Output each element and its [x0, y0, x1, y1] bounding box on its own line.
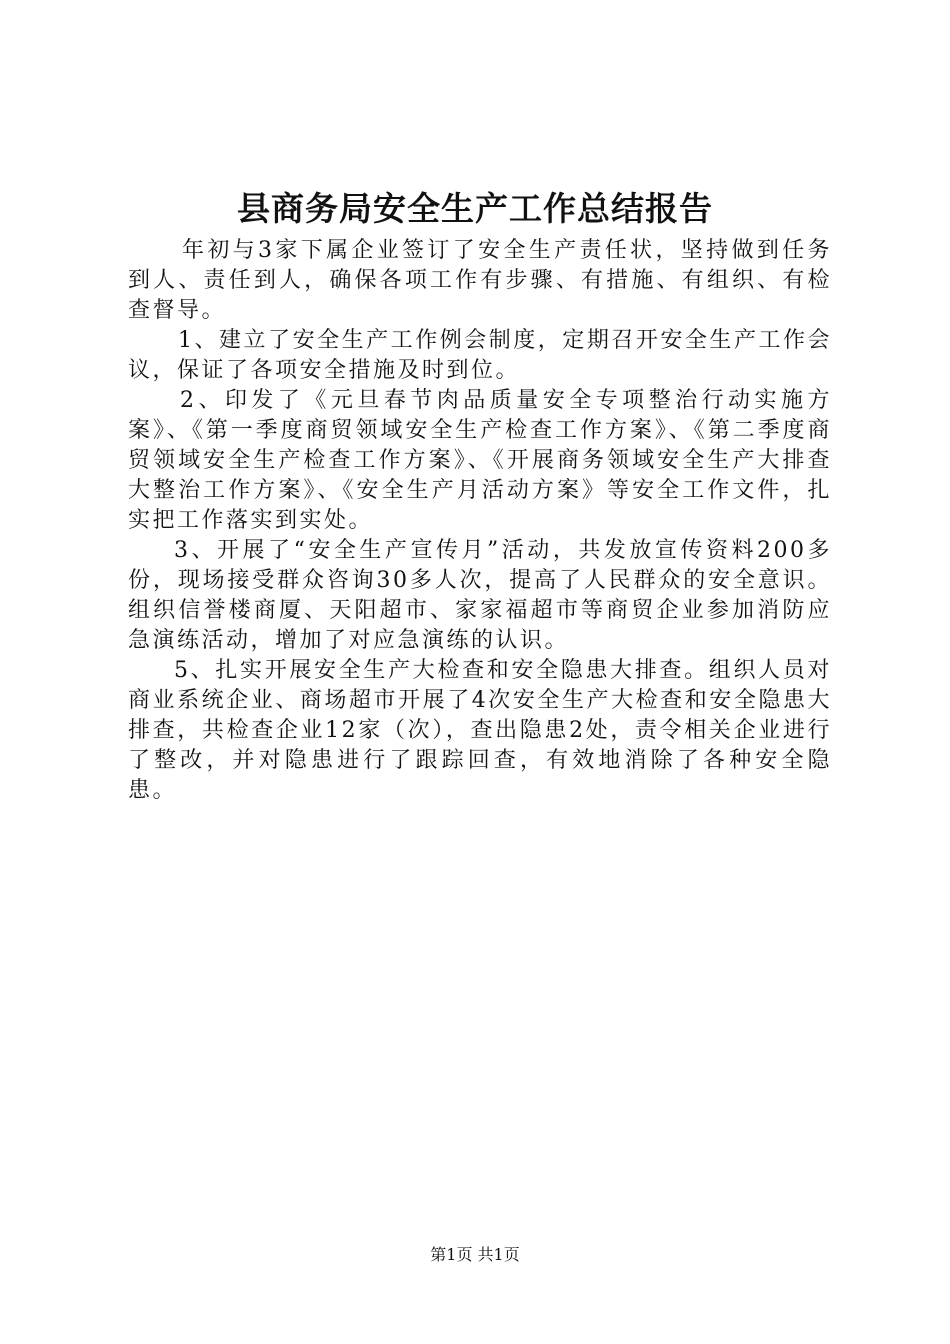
paragraph-item-5: 5、扎实开展安全生产大检查和安全隐患大排查。组织人员对商业系统企业、商场超市开展了4次安全生产大检查和安全隐患大排查，共检查企业12家（次），查出隐患2处，责令相关企业进行了整改，并对隐患进行了跟踪回查，有效地消除了各种安全隐患。 [128, 658, 832, 803]
paragraph-item-1: 1、建立了安全生产工作例会制度，定期召开安全生产工作会议，保证了各项安全措施及时到位。 [128, 328, 832, 383]
paragraph-intro: 年初与3家下属企业签订了安全生产责任状，坚持做到任务到人、责任到人，确保各项工作有步骤、有措施、有组织、有检查督导。 [128, 238, 832, 323]
document-body [128, 236, 832, 806]
paragraph-item-2: 2、印发了《元旦春节肉品质量安全专项整治行动实施方案》、《第一季度商贸领域安全生产检查工作方案》、《第二季度商贸领域安全生产检查工作方案》、《开展商务领域安全生产大排查大整治工作方案》、《安全生产月活动方案》等安全工作文件，扎实把工作落实到实处。 [128, 388, 832, 533]
paragraph-item-3: 3、开展了“安全生产宣传月”活动，共发放宣传资料200多份，现场接受群众咨询30多人次，提高了人民群众的安全意识。组织信誉楼商厦、天阳超市、家家福超市等商贸企业参加消防应急演练活动，增加了对应急演练的认识。 [128, 538, 832, 653]
document-title: 县商务局安全生产工作总结报告 [237, 189, 713, 228]
page-number-footer: 第1页 共1页 [430, 1245, 520, 1264]
